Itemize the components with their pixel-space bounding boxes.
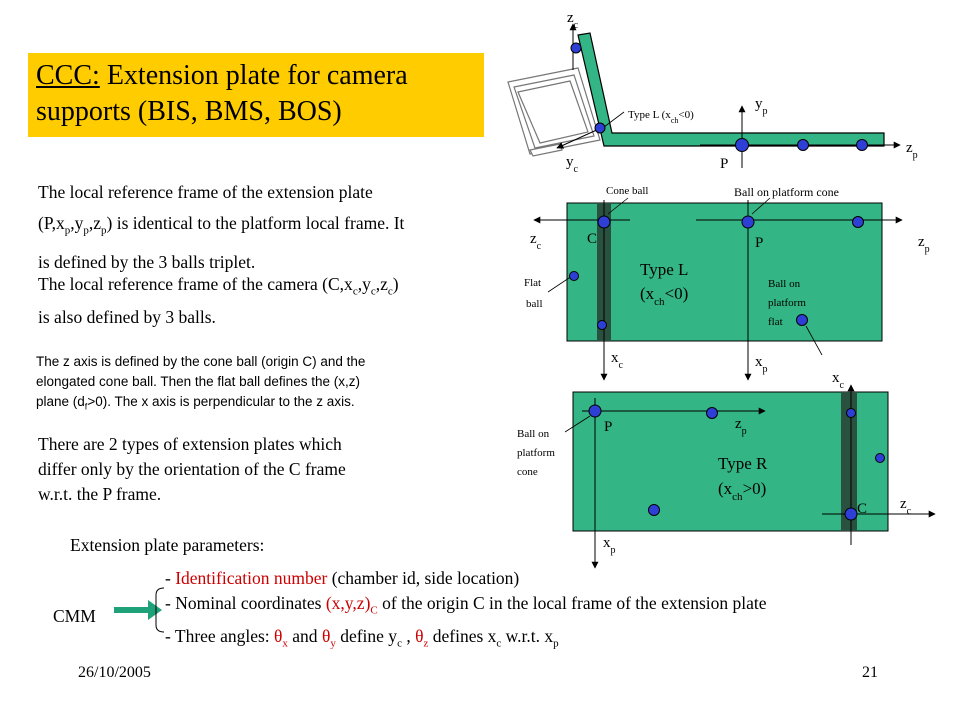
ball [595, 123, 605, 133]
ball [742, 216, 754, 228]
point-c-mid: C [587, 231, 598, 247]
point-c-bottom: C [857, 501, 868, 517]
cone-ball-label: Cone ball [606, 185, 649, 197]
point-p-top: P [720, 156, 729, 172]
parameter-angles: - Three angles: $\theta_x$ and $\theta_y$ define $y_c$ , $\theta_z$ defines $x_c$ w.r.t. $x_p$ [165, 625, 559, 649]
bottom-type-r-diagram [517, 370, 935, 568]
ball [649, 505, 660, 516]
middle-type-l-diagram [524, 185, 930, 380]
type-r-title: Type R [718, 454, 768, 473]
xc-label-mid: $x_c$ [611, 350, 623, 371]
type-l-subtitle: $(x_{ch}<0)$ [640, 284, 689, 308]
ball [571, 43, 581, 53]
ball-on-platform-label-3: cone [517, 466, 538, 478]
ball [876, 454, 885, 463]
ball-on-platform-label-2: platform [517, 447, 555, 459]
ball-platform-cone-label: Ball on platform cone [734, 185, 839, 199]
xc-label-bottom: $x_c$ [832, 370, 844, 391]
point-p-bottom: P [604, 419, 613, 435]
flat-ball-label-2: ball [526, 298, 543, 310]
platform-flat-label-1: Ball on [768, 278, 801, 290]
yp-label-top: $y_p$ [755, 96, 768, 117]
ball [857, 140, 868, 151]
zc-label-top: $z_c$ [567, 10, 579, 31]
zp-label-mid: $z_p$ [918, 234, 930, 255]
xp-label-mid: $x_p$ [755, 354, 768, 375]
xp-label-bottom: $x_p$ [603, 535, 616, 556]
ball [707, 408, 718, 419]
type-l-label-top: Type L $(x_{ch}<0)$ [628, 109, 694, 125]
ball [845, 508, 857, 520]
parameter-identification: - Identification number (chamber id, side location) [165, 568, 520, 588]
yc-label-top: $y_c$ [566, 154, 578, 175]
parameter-coordinates: - Nominal coordinates $(x,y,z)_C$ of the origin C in the local frame of the extension plate [165, 593, 767, 617]
zc-label-bottom: $z_c$ [900, 496, 912, 517]
platform-flat-label-3: flat [768, 316, 783, 328]
ball [598, 321, 607, 330]
paragraph-z-axis: The z axis is defined by the cone ball (origin C) and the elongated cone ball. Then the flat ball defines the (x,z) plane $(d_f>0)$. The x axis is perpendicular to the z axis. [36, 354, 366, 412]
footer-date: 26/10/2005 [78, 664, 151, 681]
platform-flat-label-2: platform [768, 297, 806, 309]
parameters-heading: Extension plate parameters: [70, 535, 265, 555]
title-line-2: supports (BIS, BMS, BOS) [36, 96, 342, 127]
paragraph-plate-types: There are 2 types of extension plates which differ only by the orientation of the C frame w.r.t. the P frame. [38, 434, 346, 504]
ball [847, 409, 856, 418]
zp-label-bottom: $z_p$ [735, 416, 747, 437]
zp-label-top: $z_p$ [906, 140, 918, 161]
paragraph-local-frame: The local reference frame of the extension plate $(P,x_p,y_p,z_p)$ is identical to the platform local frame. It is defined by the 3 balls triplet. [38, 182, 405, 272]
footer-page-number: 21 [862, 664, 878, 681]
zc-label-mid: $z_c$ [530, 231, 542, 252]
point-p-mid: P [755, 235, 764, 251]
cmm-label: CMM [53, 606, 96, 626]
ball-on-platform-label-1: Ball on [517, 428, 550, 440]
flat-ball-label-1: Flat [524, 277, 542, 289]
ball [570, 272, 579, 281]
ball [797, 315, 808, 326]
ball [853, 217, 864, 228]
ball [598, 216, 610, 228]
l-plate-shape [578, 33, 884, 146]
paragraph-camera-frame: The local reference frame of the camera $(C,x_c,y_c,z_c)$ is also defined by 3 balls. [38, 274, 399, 327]
ball [798, 140, 809, 151]
top-l-plate-diagram [508, 10, 918, 175]
camera-outline [508, 68, 600, 156]
type-l-title: Type L [640, 260, 689, 279]
title-line-1: CCC: Extension plate for camera [36, 60, 408, 91]
type-l-plate [567, 203, 882, 341]
type-r-subtitle: $(x_{ch}>0)$ [718, 479, 767, 503]
ball [736, 139, 749, 152]
ball [589, 405, 601, 417]
